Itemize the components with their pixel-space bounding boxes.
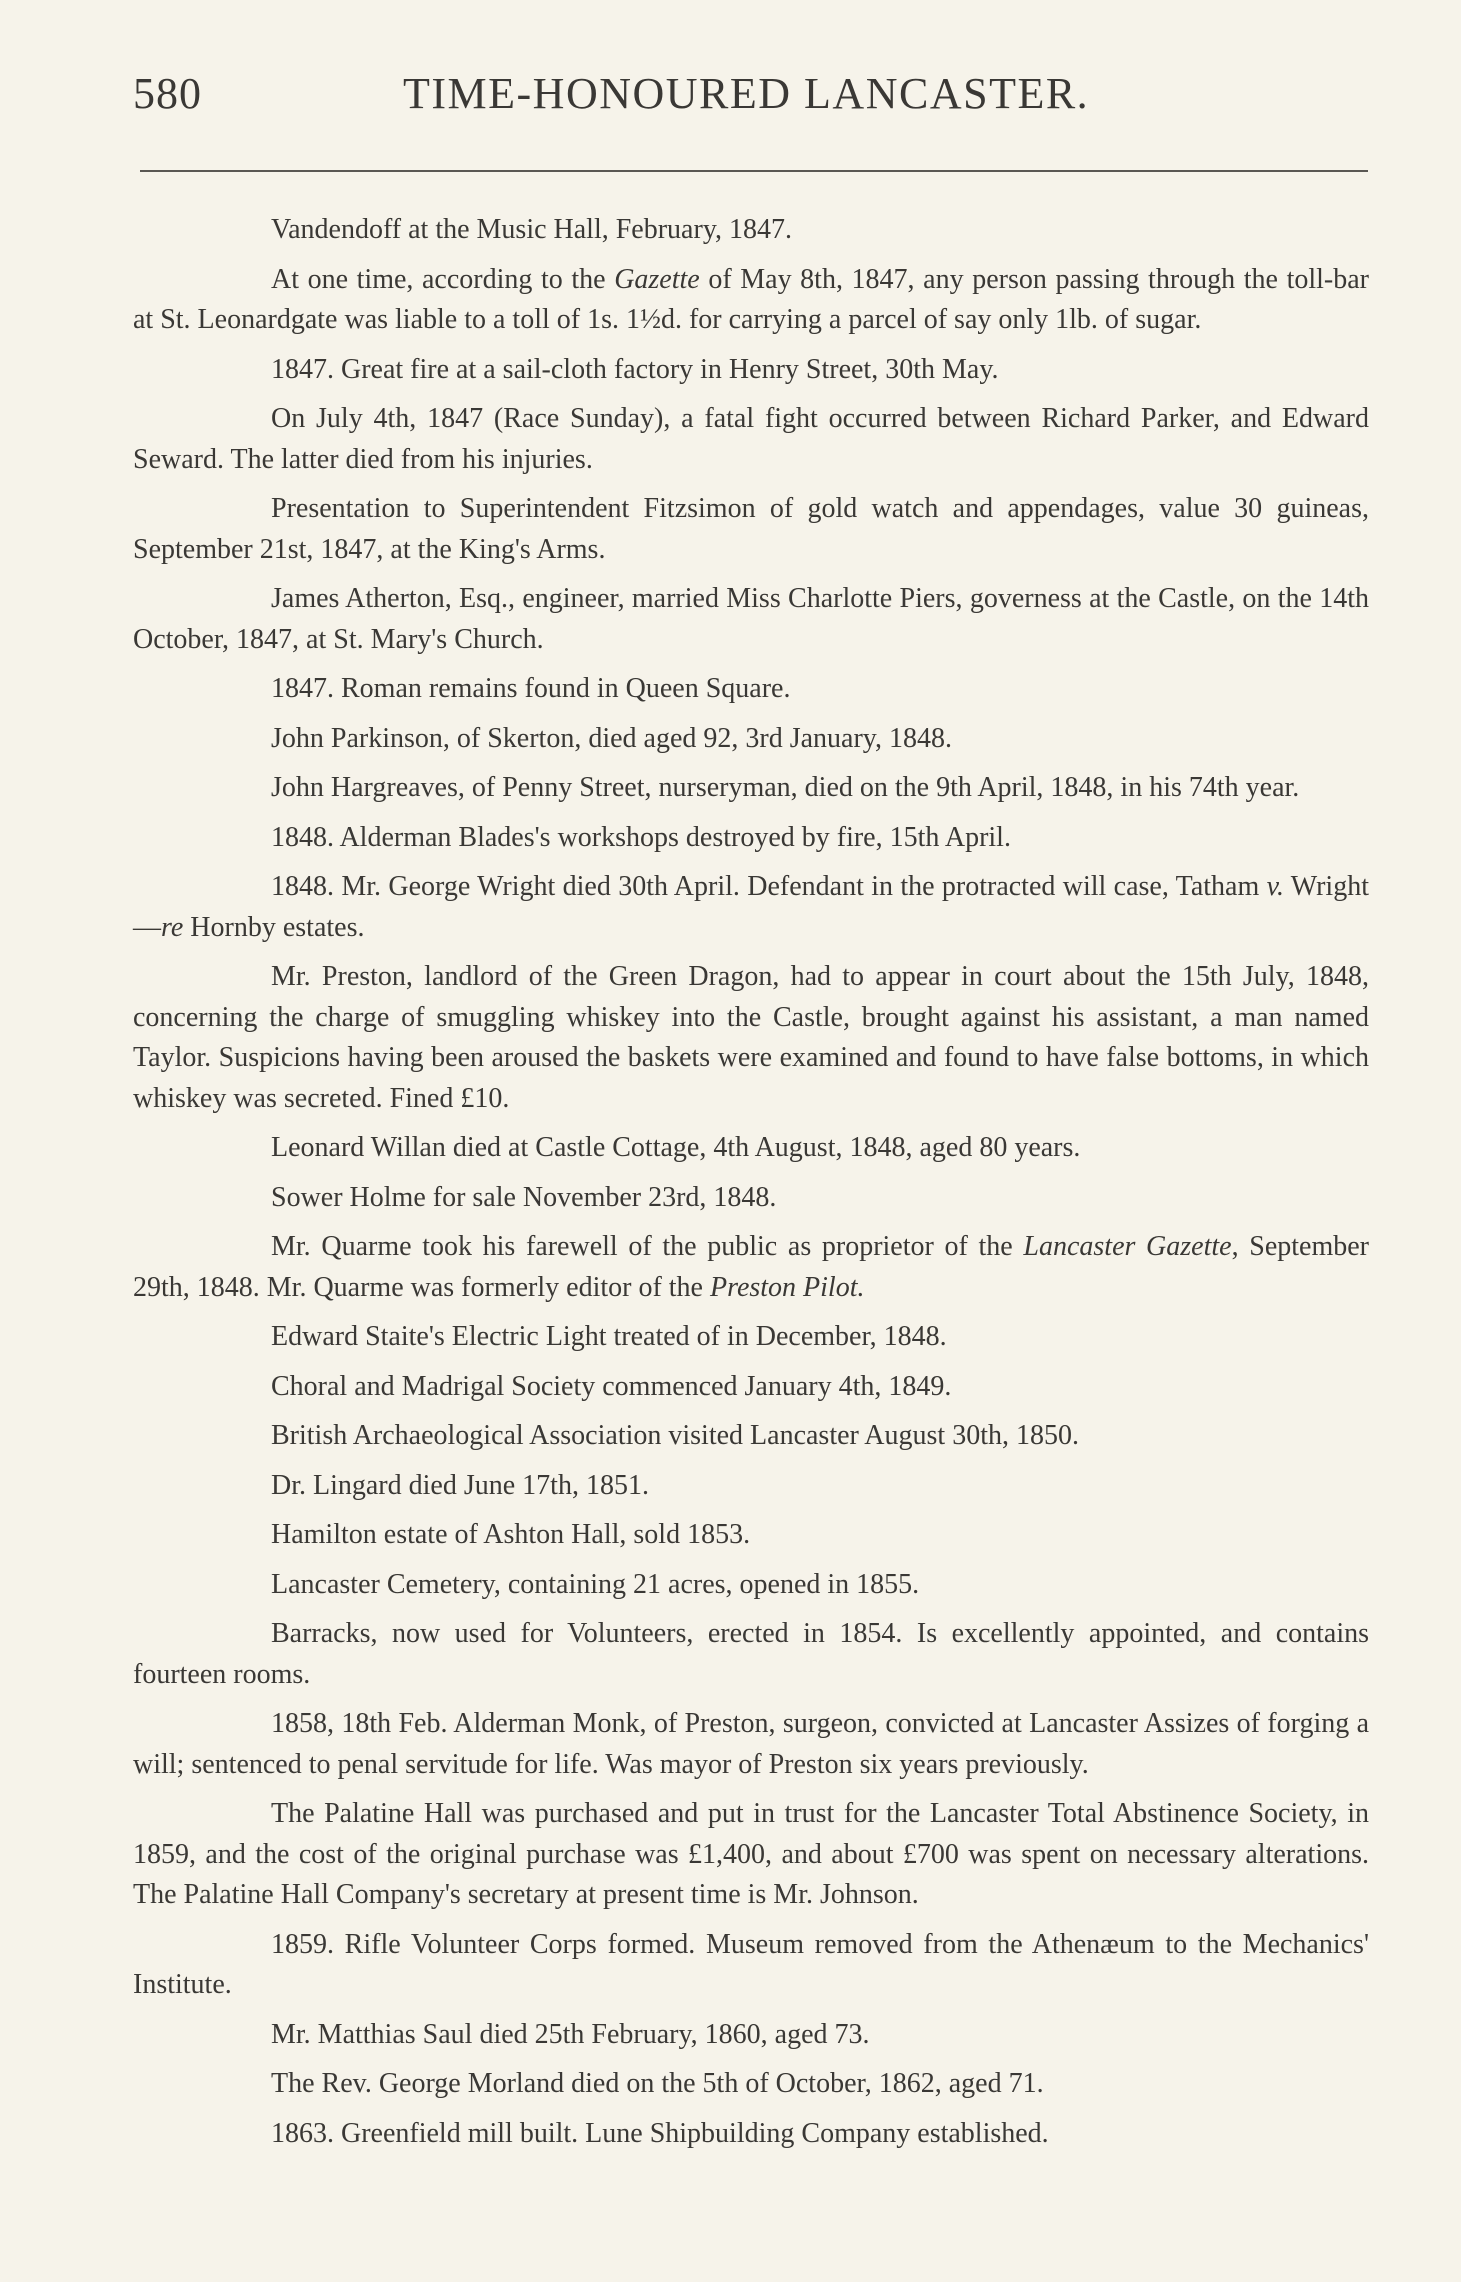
chronicle-entry: 1863. Greenfield mill built. Lune Shipbuilding Company established. (271, 2117, 1049, 2149)
chronicle-entry: Hamilton estate of Ashton Hall, sold 1853. (271, 1519, 751, 1550)
chronicle-entry: Choral and Madrigal Society commenced January 4th, 1849. (271, 1370, 952, 1402)
chronicle-entry: 1848. Mr. George Wright died 30th April. Defendant in the protracted will case, Tatham v. Wright—re Hornby estates. (133, 871, 1369, 943)
chronicle-entry: John Parkinson, of Skerton, died aged 92, 3rd January, 1848. (271, 722, 952, 754)
chronicle-entry: Sower Holme for sale November 23rd, 1848. (271, 1181, 777, 1213)
header-rule (140, 170, 1368, 172)
chronicle-entry: James Atherton, Esq., engineer, married Miss Charlotte Piers, governess at the Castle, on the 14th October, 1847, at St. Mary's Church. (133, 583, 1369, 655)
italic-title: re (161, 911, 184, 943)
chronicle-entry: 1858, 18th Feb. Alderman Monk, of Preston, surgeon, convicted at Lancaster Assizes of forging a will; sentenced to penal servitude for life. Was mayor of Preston six years previously. (133, 1708, 1369, 1780)
chronicle-entry: 1859. Rifle Volunteer Corps formed. Museum removed from the Athenæum to the Mechanics' Institute. (133, 1928, 1369, 2000)
chronicle-entry: Barracks, now used for Volunteers, erected in 1854. Is excellently appointed, and contains fourteen rooms. (133, 1618, 1369, 1690)
chronicle-entry: Presentation to Superintendent Fitzsimon of gold watch and appendages, value 30 guineas, September 21st, 1847, at the King's Arms. (133, 493, 1369, 565)
chronicle-entry: Lancaster Cemetery, containing 21 acres, opened in 1855. (271, 1568, 920, 1600)
italic-title: Preston Pilot. (709, 1271, 865, 1303)
chronicle-entry: 1847. Roman remains found in Queen Square. (271, 673, 791, 704)
chronicle-entry: Edward Staite's Electric Light treated of in December, 1848. (271, 1321, 947, 1352)
chronicle-entry: Mr. Preston, landlord of the Green Dragon, had to appear in court about the 15th July, 1848, concerning the charge of smuggling whiskey into the Castle, brought against his assistant, a man named Taylor. Suspicions having been aroused the baskets were examined and found to have false bottoms, in which whiskey was secreted. Fined £10. (133, 961, 1369, 1114)
chronicle-entry: At one time, according to the Gazette of May 8th, 1847, any person passing through the toll-bar at St. Leonardgate was liable to a toll of 1s. 1½d. for carrying a parcel of say only 1lb. of sugar. (133, 263, 1369, 335)
chronicle-entry: Mr. Matthias Saul died 25th February, 1860, aged 73. (271, 2018, 870, 2050)
chronicle-entry: Leonard Willan died at Castle Cottage, 4th August, 1848, aged 80 years. (271, 1132, 1081, 1163)
chronicle-entry: British Archaeological Association visited Lancaster August 30th, 1850. (271, 1420, 1079, 1451)
chronicle-entry: Dr. Lingard died June 17th, 1851. (271, 1469, 649, 1501)
chronicle-entry: 1848. Alderman Blades's workshops destroyed by fire, 15th April. (271, 821, 1011, 853)
chronicle-entry: Mr. Quarme took his farewell of the public as proprietor of the Lancaster Gazette, September 29th, 1848. Mr. Quarme was formerly editor of the Preston Pilot. (133, 1231, 1370, 1303)
chronicle-entries (133, 210, 1369, 2163)
running-title: TIME-HONOURED LANCASTER. (403, 69, 1090, 118)
chronicle-entry: On July 4th, 1847 (Race Sunday), a fatal fight occurred between Richard Parker, and Edward Seward. The latter died from his injuries. (133, 403, 1369, 475)
chronicle-entry: Vandendoff at the Music Hall, February, 1847. (271, 214, 792, 245)
italic-title: Gazette (614, 263, 700, 295)
italic-title: Lancaster Gazette (1023, 1231, 1232, 1262)
chronicle-entry: 1847. Great fire at a sail-cloth factory in Henry Street, 30th May. (271, 353, 999, 385)
chronicle-entry: The Rev. George Morland died on the 5th of October, 1862, aged 71. (271, 2068, 1044, 2099)
page-number: 580 (133, 69, 202, 118)
chronicle-entry: The Palatine Hall was purchased and put in trust for the Lancaster Total Abstinence Society, in 1859, and the cost of the original purchase was £1,400, and about £700 was spent on necessary alterations. The Palatine Hall Company's secretary at present time is Mr. Johnson. (133, 1798, 1369, 1910)
italic-title: v. (1266, 871, 1284, 902)
chronicle-entry: John Hargreaves, of Penny Street, nurseryman, died on the 9th April, 1848, in his 74th year. (271, 772, 1300, 803)
page-header (133, 62, 1363, 122)
